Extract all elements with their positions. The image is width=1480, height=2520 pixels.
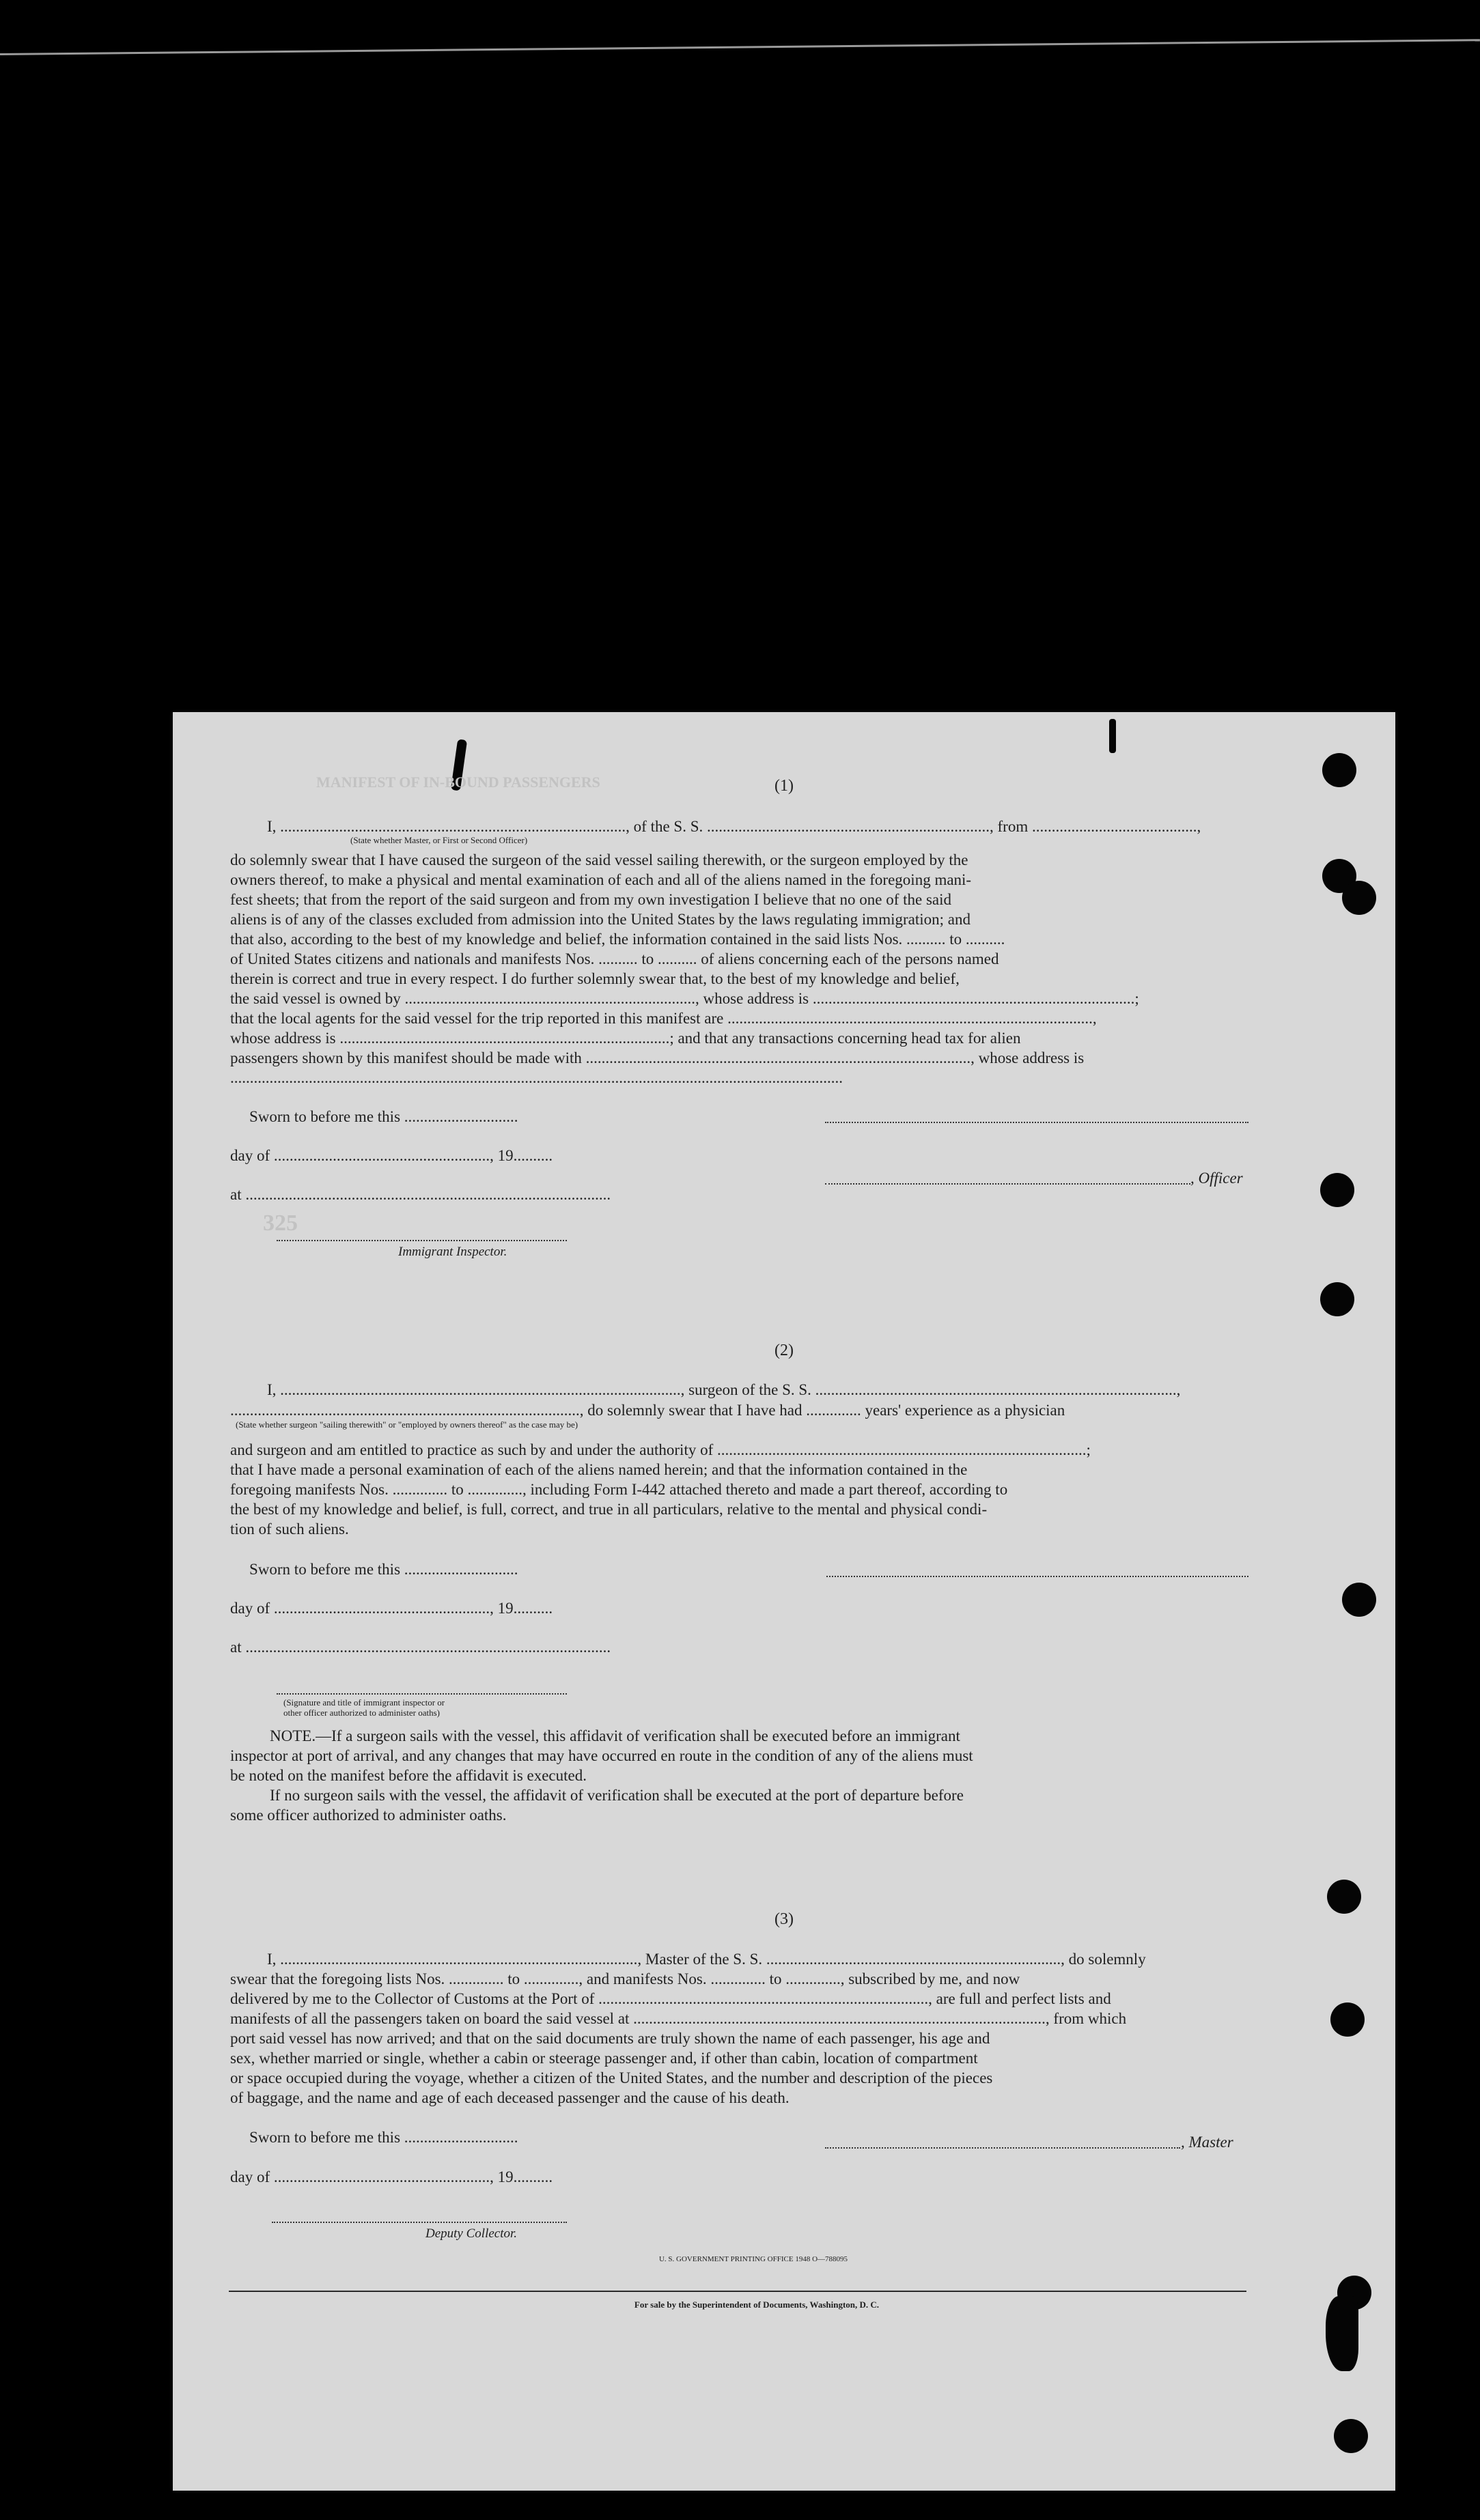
immigrant-inspector-title: Immigrant Inspector. [398,1245,507,1259]
scanner-edge-line [0,39,1480,55]
signature-title-note: other officer authorized to administer oaths) [283,1708,440,1718]
section-3-line: delivered by me to the Collector of Customs at the Port of ...................................................................................., are full and perfect lists and [230,1990,1111,2007]
ink-blot [1109,719,1116,753]
binder-hole [1320,1282,1354,1316]
for-sale-notice: For sale by the Superintendent of Documents, Washington, D. C. [634,2299,880,2310]
section-2-line: I, ......................................................................................................, surgeon of the S. S. ............................................................................................, [267,1381,1181,1398]
section-2-line: tion of such aliens. [230,1520,349,1538]
section-3-line: I, ..........................................................................................., Master of the S. S. ..........................................................................., do solemnly [267,1951,1146,1968]
deputy-collector-signature-line [272,2222,567,2223]
day-of-2: day of ......................................................., 19.......... [230,1600,553,1617]
officer-signature-line-top [825,1122,1248,1123]
section-1-subnote: (State whether Master, or First or Second Officer) [350,835,528,845]
section-2-note: some officer authorized to administer oaths. [230,1807,507,1824]
section-2-number: (2) [774,1342,794,1359]
section-1-line: that also, according to the best of my knowledge and belief, the information contained in the said lists Nos. .......... to .......... [230,931,1005,948]
surgeon-signature-line [826,1576,1248,1577]
master-signature-line [825,2147,1180,2149]
binder-hole [1330,2002,1365,2037]
section-2-note: be noted on the manifest before the affidavit is executed. [230,1767,587,1784]
section-1-line: I, ........................................................................................, of the S. S. ........................................................................, from .........................................., [267,818,1201,835]
manifest-affidavit-page [173,712,1395,2491]
master-title: , Master [1181,2134,1233,2151]
sworn-before-me-1: Sworn to before me this ............................. [249,1108,518,1125]
authorized-officer-signature-line [277,1693,567,1695]
section-3-line: manifests of all the passengers taken on board the said vessel at ........................................................................................................., from which [230,2010,1127,2027]
binder-hole [1342,1583,1376,1617]
section-1-line: therein is correct and true in every respect. I do further solemnly swear that, to the best of my knowledge and belief, [230,970,960,987]
section-1-line: the said vessel is owned by .........................................................................., whose address is ..................................................................................; [230,990,1139,1007]
printing-office-imprint: U. S. GOVERNMENT PRINTING OFFICE 1948 O—788095 [658,2255,848,2263]
section-1-line: whose address is ....................................................................................; and that any transactions concerning head tax for alien [230,1030,1021,1047]
day-of-3: day of ......................................................., 19.......... [230,2168,553,2185]
day-of-1: day of ......................................................., 19.......... [230,1147,553,1164]
section-1-line: passengers shown by this manifest should be made with .................................................................................................., whose address is [230,1049,1085,1066]
section-2-subnote: (State whether surgeon "sailing therewith" or "employed by owners thereof" as the case may be) [236,1419,578,1430]
at-place-2: at ............................................................................................. [230,1639,611,1656]
section-1-line: owners thereof, to make a physical and mental examination of each and all of the aliens named in the foregoing mani- [230,871,972,888]
bleed-through-number: 325 [263,1211,298,1236]
officer-title: , Officer [1190,1170,1243,1187]
section-3-number: (3) [774,1910,794,1928]
section-2-line: foregoing manifests Nos. .............. to .............., including Form I-442 attached thereto and made a part thereof, according to [230,1481,1008,1498]
inspector-signature-line [277,1240,567,1241]
section-3-line: port said vessel has now arrived; and that on the said documents are truly shown the name of each passenger, his age and [230,2030,990,2047]
section-3-line: swear that the foregoing lists Nos. .............. to .............., and manifests Nos. .............. to .............., subscribed by me, and now [230,1970,1020,1987]
section-2-note: NOTE.—If a surgeon sails with the vessel, this affidavit of verification shall be executed before an immigrant [270,1727,960,1744]
officer-signature-line [825,1183,1190,1185]
section-2-line: the best of my knowledge and belief, is full, correct, and true in all particulars, relative to the mental and physical condi- [230,1501,988,1518]
binder-hole [1320,1173,1354,1207]
deputy-collector-title: Deputy Collector. [425,2226,518,2241]
section-1-line: do solemnly swear that I have caused the surgeon of the said vessel sailing therewith, or the surgeon employed by the [230,851,968,868]
section-3-line: of baggage, and the name and age of each deceased passenger and the cause of his death. [230,2089,790,2106]
binder-hole [1334,2419,1368,2453]
section-2-line: and surgeon and am entitled to practice as such by and under the authority of ..............................................................................................; [230,1441,1091,1458]
binder-hole [1342,881,1376,915]
section-1-line: of United States citizens and nationals and manifests Nos. .......... to .......... of aliens concerning each of the persons named [230,950,999,967]
footer-rule [229,2291,1246,2292]
binder-hole [1327,1880,1361,1914]
at-place-1: at ............................................................................................. [230,1186,611,1203]
section-2-line: that I have made a personal examination of each of the aliens named herein; and that the information contained in the [230,1461,968,1478]
section-1-line: aliens is of any of the classes excluded from admission into the United States by the laws regulating immigration; and [230,911,971,928]
sworn-before-me-2: Sworn to before me this ............................. [249,1561,518,1578]
section-1-line: fest sheets; that from the report of the said surgeon and from my own investigation I believe that no one of the said [230,891,952,908]
section-3-line: sex, whether married or single, whether a cabin or steerage passenger and, if other than cabin, location of compartment [230,2050,978,2067]
section-3-line: or space occupied during the voyage, whether a citizen of the United States, and the number and description of the pieces [230,2069,993,2086]
section-2-line: ........................................................................................., do solemnly swear that I have had .............. years' experience as a physician [230,1402,1065,1419]
section-2-note: If no surgeon sails with the vessel, the affidavit of verification shall be executed at the port of departure before [270,1787,964,1804]
section-2-note: inspector at port of arrival, and any changes that may have occurred en route in the condition of any of the aliens must [230,1747,973,1764]
signature-title-note: (Signature and title of immigrant inspector or [283,1697,445,1708]
section-1-number: (1) [774,777,794,795]
section-1-address-line: ............................................................................................................................................................ [230,1069,843,1086]
section-1-line: that the local agents for the said vessel for the trip reported in this manifest are ............................................................................................., [230,1010,1097,1027]
sworn-before-me-3: Sworn to before me this ............................. [249,2129,518,2146]
bleed-through-text: MANIFEST OF IN-BOUND PASSENGERS [316,774,600,791]
